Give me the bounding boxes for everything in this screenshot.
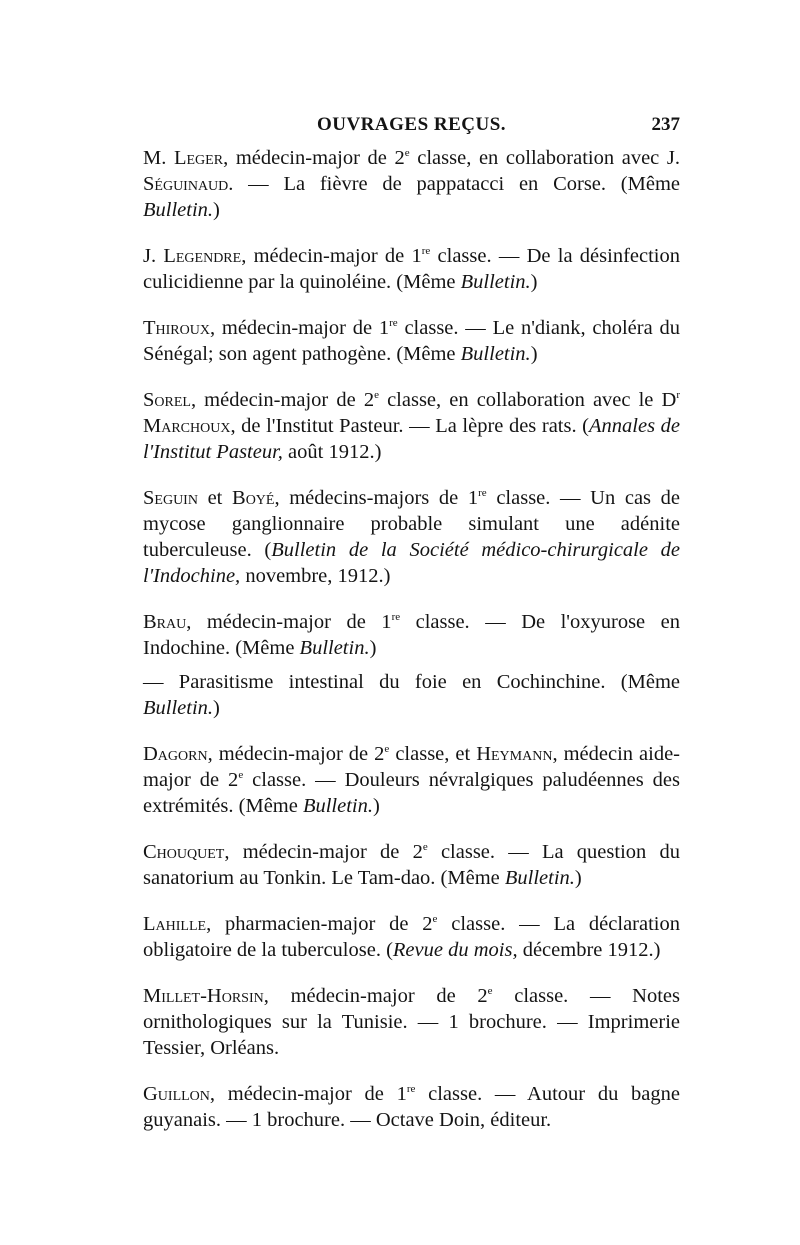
- publication-title: Revue du mois,: [392, 939, 518, 961]
- entry-leger: M. Leger, médecin-major de 2e classe, en collaboration avec J. Séguinaud. — La fièvre de pappatacci en Corse. (Même Bulletin.): [143, 147, 680, 221]
- author-name: M. Leger: [143, 147, 224, 169]
- entry-thiroux: Thiroux, médecin-major de 1re classe. — Le n'diank, choléra du Sénégal; son agent pathogène. (Même Bulletin.): [143, 317, 680, 365]
- publication-title: Bulletin.: [143, 697, 214, 719]
- author-name: Dagorn: [143, 743, 208, 765]
- author-name: Heymann: [476, 743, 553, 765]
- author-name: Brau: [143, 611, 187, 633]
- author-name: Thiroux: [143, 317, 210, 339]
- page-number: 237: [651, 114, 680, 135]
- entry-brau-continuation: — Parasitisme intestinal du foie en Cochinchine. (Même Bulletin.): [143, 671, 680, 719]
- author-name: Sorel: [143, 389, 191, 411]
- entries-list: [143, 145, 680, 1153]
- publication-title: Bulletin.: [302, 795, 373, 817]
- publication-title: Bulletin.: [299, 637, 370, 659]
- author-name: Guillon: [143, 1083, 210, 1105]
- entry-chouquet: Chouquet, médecin-major de 2e classe. — La question du sanatorium au Tonkin. Le Tam-dao. (Même Bulletin.): [143, 841, 680, 889]
- running-head: [143, 114, 680, 140]
- publication-title: Bulletin.: [143, 199, 214, 221]
- running-title: OUVRAGES REÇUS.: [316, 114, 507, 135]
- author-name: Boyé: [232, 487, 275, 509]
- entry-dagorn-heymann: Dagorn, médecin-major de 2e classe, et Heymann, médecin aide-major de 2e classe. — Douleurs névralgiques paludéennes des extrémités. (Même Bulletin.): [143, 743, 680, 817]
- entry-sorel: Sorel, médecin-major de 2e classe, en collaboration avec le $D^r$ Marchoux, de l'Institut Pasteur. — La lèpre des rats. (Annales de l'Institut Pasteur, août 1912.): [143, 389, 680, 463]
- author-name: J. Séguinaud: [143, 147, 680, 195]
- publication-title: Bulletin.: [460, 343, 531, 365]
- author-name: Millet-Horsin: [143, 985, 264, 1007]
- entry-lahille: Lahille, pharmacien-major de 2e classe. — La déclaration obligatoire de la tuberculose. (Revue du mois, décembre 1912.): [143, 913, 680, 961]
- entry-brau: Brau, médecin-major de 1re classe. — De l'oxyurose en Indochine. (Même Bulletin.): [143, 611, 680, 659]
- author-name: Seguin: [143, 487, 198, 509]
- entry-seguin-boye: Seguin et Boyé, médecins-majors de 1re classe. — Un cas de mycose ganglionnaire probable simulant une adénite tuberculeuse. (Bulletin de la Société médico-chirurgicale de l'Indochine, novembre, 1912.): [143, 487, 681, 587]
- entry-guillon: Guillon, médecin-major de 1re classe. — Autour du bagne guyanais. — 1 brochure. — Octave Doin, éditeur.: [143, 1083, 680, 1131]
- entry-legendre: J. Legendre, médecin-major de 1re classe. — De la désinfection culicidienne par la quinoléine. (Même Bulletin.): [143, 245, 680, 293]
- author-name: Lahille: [143, 913, 207, 935]
- publication-title: Bulletin.: [460, 271, 531, 293]
- author-name: Chouquet: [143, 841, 225, 863]
- author-name: J. Legendre: [143, 245, 242, 267]
- publication-title: Bulletin de la Société médico-chirurgicale de l'Indochine,: [143, 539, 680, 587]
- publication-title: Bulletin.: [504, 867, 575, 889]
- entry-millet-horsin: Millet-Horsin, médecin-major de 2e classe. — Notes ornithologiques sur la Tunisie. — 1 brochure. — Imprimerie Tessier, Orléans.: [143, 985, 681, 1059]
- author-name: Marchoux: [143, 415, 231, 437]
- publication-title: Annales de l'Institut Pasteur,: [143, 415, 680, 463]
